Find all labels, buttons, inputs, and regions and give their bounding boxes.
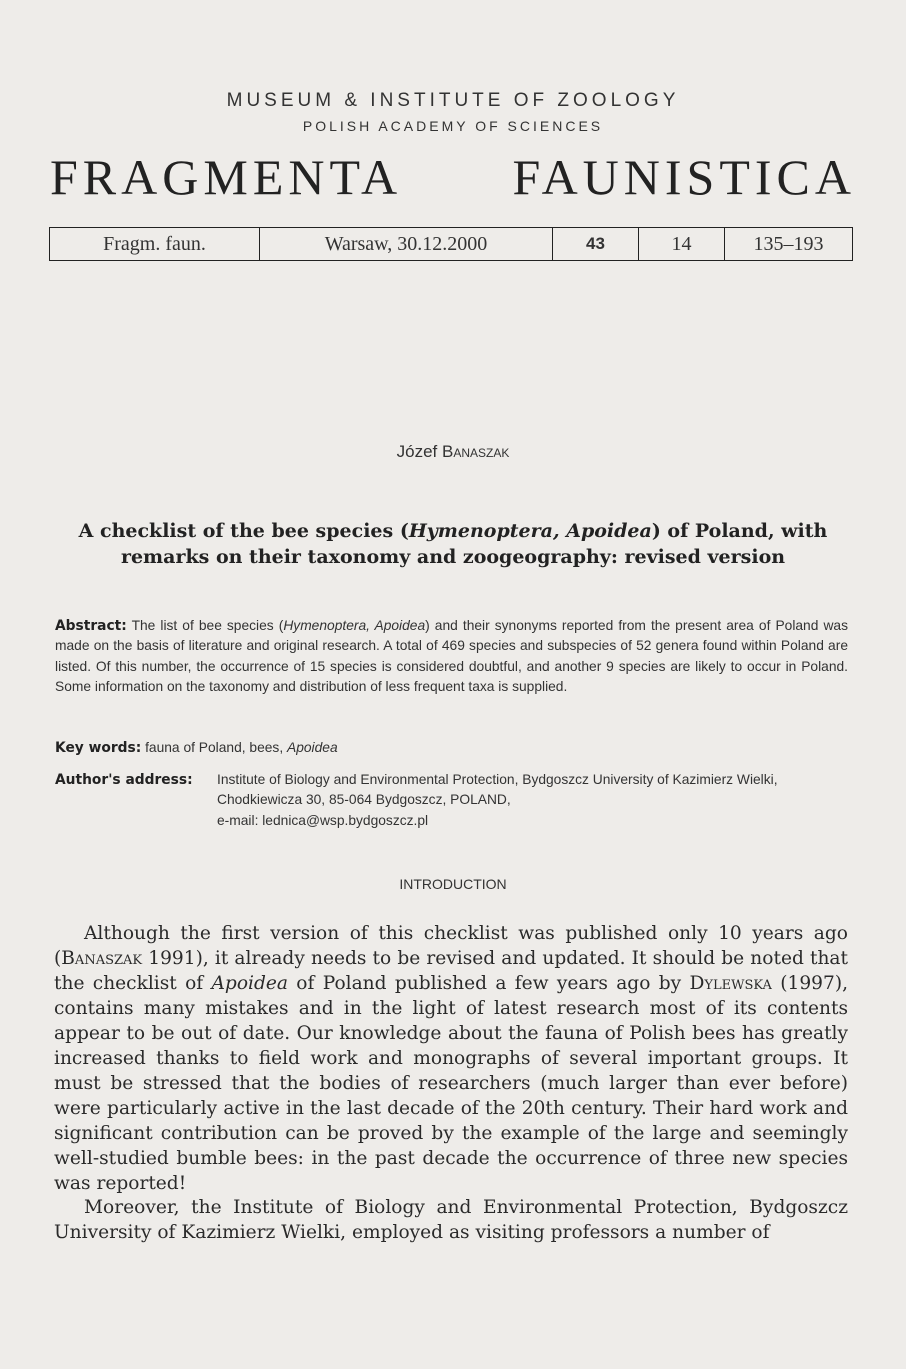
volume-cell: 43: [553, 228, 639, 261]
abstract-label: Abstract:: [55, 618, 127, 634]
author-address: [55, 770, 848, 831]
email-line: e-mail: lednica@wsp.bydgoszcz.pl: [217, 812, 429, 828]
author-last-name: Banaszak: [442, 442, 510, 461]
abstract-text: ) and their synonyms reported from the present area of Poland was made on the basis of literature and original research. A total of 469 species and subspecies of 52 genera found within Poland are listed. Of this number, the occurrence of 15 species is considered doubtful, and another 9 species are likely to occur in Poland. Some information on the taxonomy and distribution of less frequent taxa is supplied.: [55, 618, 848, 694]
intro-paragraph: [54, 921, 848, 1196]
citation-row: [50, 228, 853, 261]
title-sep: ,: [552, 520, 567, 542]
keywords: [55, 738, 848, 758]
issue-cell: 14: [639, 228, 725, 261]
keywords-label: Key words:: [55, 740, 142, 756]
keywords-text: fauna of Poland, bees,: [141, 740, 287, 755]
title-taxon: Apoidea: [566, 520, 652, 542]
paragraph-text: of Poland published a few years ago by: [287, 973, 690, 994]
author-name: [0, 442, 906, 462]
citation-author: Banaszak: [61, 948, 143, 969]
keywords-taxon: Apoidea: [287, 740, 338, 755]
date-cell: Warsaw, 30.12.2000: [260, 228, 553, 261]
pages-cell: 135–193: [725, 228, 853, 261]
abstract-taxon: Hymenoptera, Apoidea: [283, 618, 426, 633]
journal-title-word: FAUNISTICA: [512, 149, 856, 205]
journal-abbrev-cell: Fragm. faun.: [50, 228, 260, 261]
journal-title: [50, 148, 856, 206]
address-line: Institute of Biology and Environmental Protection, Bydgoszcz University of Kazimierz Wielki, Chodkiewicza 30, 85-064 Bydgoszcz, POLAND,: [217, 772, 778, 808]
citation-table: [49, 227, 853, 261]
institution-heading: MUSEUM & INSTITUTE OF ZOOLOGY: [226, 90, 680, 111]
taxon-name: Apoidea: [211, 973, 288, 994]
journal-title-word: FRAGMENTA: [50, 149, 403, 205]
title-taxon: Hymenoptera: [408, 520, 553, 542]
abstract: [55, 616, 848, 697]
intro-paragraph: Moreover, the Institute of Biology and Environmental Protection, Bydgoszcz University of Kazimierz Wielki, employed as visiting professors a number of: [54, 1197, 848, 1243]
paragraph-text: 1991), it already needs to be revised and updated. It should be noted that the checklist of: [54, 948, 848, 994]
author-first-name: Józef: [396, 442, 438, 461]
title-text: A checklist of the bee species (: [78, 520, 409, 542]
paper-title: [55, 518, 851, 570]
paragraph-text: Although the first version of this checklist was published only 10 years ago (: [54, 923, 848, 969]
abstract-text: The list of bee species (: [126, 618, 284, 633]
address-label: Author's address:: [55, 772, 193, 788]
address-text: [217, 770, 848, 831]
section-heading: INTRODUCTION: [399, 876, 507, 892]
citation-author: Dylewska: [689, 973, 772, 994]
paragraph-text: (1997), contains many mistakes and in the light of latest research most of its contents appear to be out of date. Our knowledge about the fauna of Polish bees has greatly increased thanks to field work and monographs of several important groups. It must be stressed that the bodies of researchers (much larger than ever before) were particularly active in the last decade of the 20th century. Their hard work and significant contribution can be proved by the example of the large and seemingly well-studied bumble bees: in the past decade the occurrence of three new species was reported!: [54, 973, 848, 1194]
academy-heading: POLISH ACADEMY OF SCIENCES: [302, 118, 604, 134]
title-text: ) of Poland, with remarks on their taxonomy and zoogeography: revised version: [120, 520, 828, 568]
